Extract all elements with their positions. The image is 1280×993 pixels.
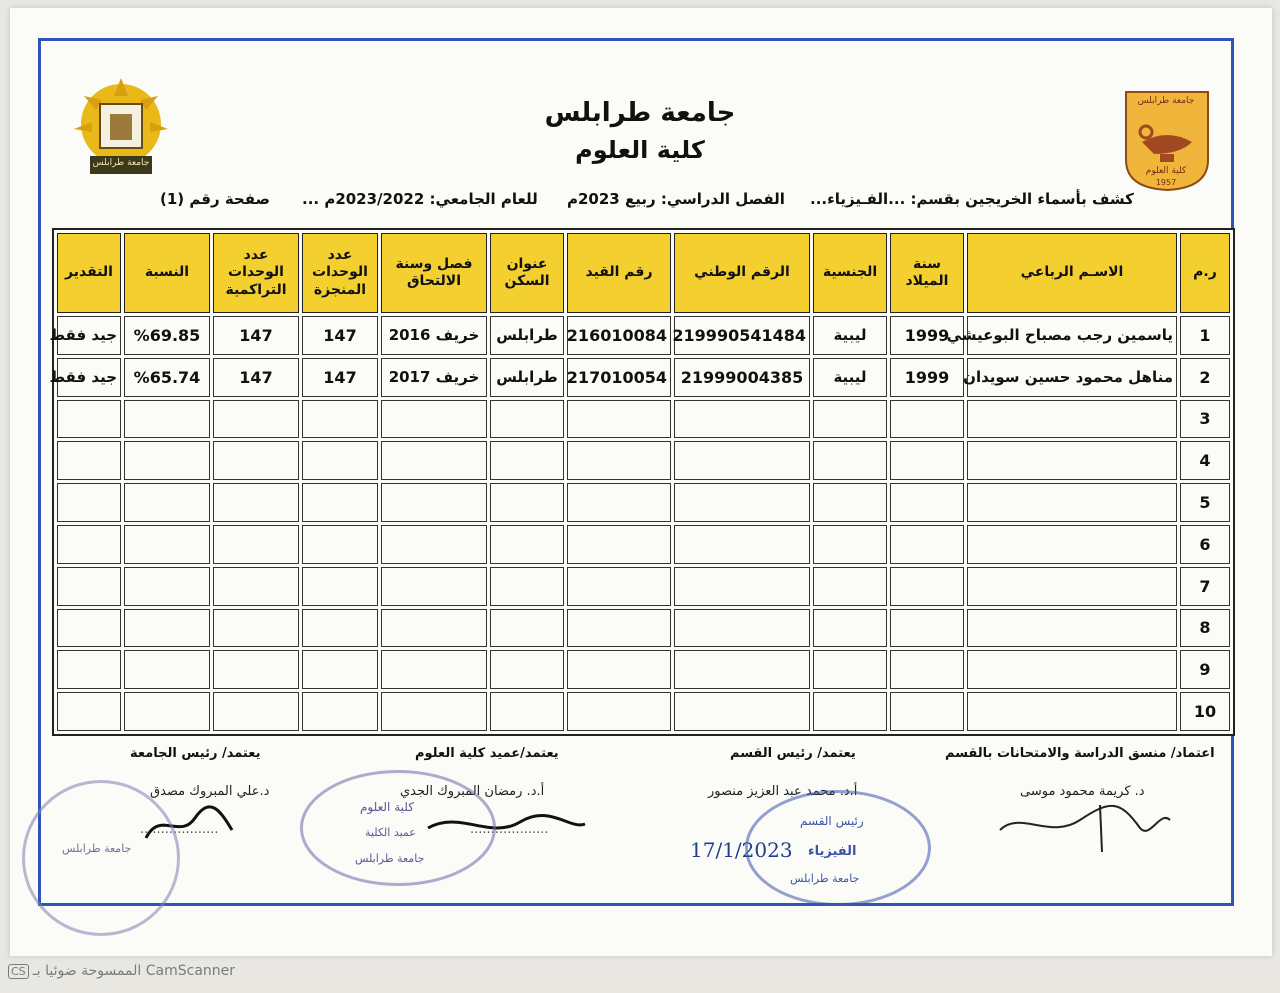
table-row [57, 525, 1230, 564]
cell-address: طرابلس [490, 316, 564, 355]
cell-index: 8 [1180, 609, 1230, 648]
right-logo-top: جامعة طرابلس [1137, 96, 1195, 106]
table-row [57, 400, 1230, 439]
cell-national-id: 21999004385 [674, 358, 810, 397]
cell-index: 3 [1180, 400, 1230, 439]
department-line: كشف بأسماء الخريجين بقسم: ...الفـيزياء... [810, 190, 1134, 208]
department-stamp-text-3: جامعة طرابلس [790, 872, 860, 885]
university-title: جامعة طرابلس [544, 98, 736, 128]
cell-index: 10 [1180, 692, 1230, 731]
department-stamp-text-2: الفيزياء [808, 844, 857, 859]
cell-index: 9 [1180, 650, 1230, 689]
table-row [57, 692, 1230, 731]
table-row [57, 483, 1230, 522]
table-row [57, 567, 1230, 606]
cell-national-id: 219990541484 [674, 316, 810, 355]
dean-signature-line: ................... [470, 822, 549, 837]
graduates-table [49, 228, 1235, 736]
col-national-id: الرقم الوطني [674, 233, 810, 313]
cell-registration-no: 217010054 [567, 358, 671, 397]
camscanner-icon: CS [8, 964, 29, 979]
president-signature-line: ................... [140, 822, 219, 837]
academic-year-line: للعام الجامعي: 2023/2022م ... [302, 190, 538, 208]
scanner-text: الممسوحة ضوئيا بـ CamScanner [32, 963, 236, 979]
faculty-title: كلية العلوم [575, 136, 705, 164]
dean-stamp-text-2: عميد الكلية [365, 826, 416, 839]
cell-index: 6 [1180, 525, 1230, 564]
col-intake: فصل وسنة الالتحاق [381, 233, 487, 313]
dean-stamp-text-3: جامعة طرابلس [355, 852, 425, 865]
cell-percent: %69.85 [124, 316, 210, 355]
university-stamp-text: جامعة طرابلس [62, 842, 132, 855]
cell-index: 2 [1180, 358, 1230, 397]
col-birth-year: سنة الميلاد [890, 233, 964, 313]
col-address: عنوان السكن [490, 233, 564, 313]
dean-title: يعتمد/عميد كلية العلوم [415, 746, 559, 761]
department-stamp-text-1: رئيس القسم [800, 814, 864, 828]
coordinator-signature-icon [990, 790, 1180, 860]
col-grade: التقدير [57, 233, 121, 313]
right-logo-bottom: كلية العلوم [1145, 166, 1187, 176]
cell-address: طرابلس [490, 358, 564, 397]
cell-units-total: 147 [213, 358, 299, 397]
cell-grade: جيد فقط [57, 316, 121, 355]
table-header-row [57, 233, 1230, 313]
cell-units-total: 147 [213, 316, 299, 355]
left-logo-caption: جامعة طرابلس [92, 158, 150, 168]
right-logo-year: 1957 [1155, 178, 1177, 187]
cell-grade: جيد فقط [57, 358, 121, 397]
cell-nationality: ليبية [813, 358, 887, 397]
table-row [57, 316, 1230, 355]
cell-name: ياسمين رجب مصباح البوعيشي [967, 316, 1177, 355]
cell-birth-year: 1999 [890, 358, 964, 397]
cell-birth-year: 1999 [890, 316, 964, 355]
cell-percent: %65.74 [124, 358, 210, 397]
cell-index: 5 [1180, 483, 1230, 522]
table-row [57, 441, 1230, 480]
col-units-done: عدد الوحدات المنجزة [302, 233, 378, 313]
cell-index: 7 [1180, 567, 1230, 606]
coordinator-title: اعتماد/ منسق الدراسة والامتحانات بالقسم [945, 746, 1215, 761]
col-registration-no: رقم القيد [567, 233, 671, 313]
cell-nationality: ليبية [813, 316, 887, 355]
scanner-watermark [8, 963, 235, 979]
table-row [57, 358, 1230, 397]
head-of-department-name: أ.د. محمد عبد العزيز منصور [708, 784, 858, 799]
col-full-name: الاسـم الرباعي [967, 233, 1177, 313]
cell-intake: خريف 2017 [381, 358, 487, 397]
cell-index: 4 [1180, 441, 1230, 480]
cell-index: 1 [1180, 316, 1230, 355]
col-index: ر.م [1180, 233, 1230, 313]
page-number: صفحة رقم (1) [160, 190, 271, 208]
semester-line: الفصل الدراسي: ربيع 2023م [567, 190, 785, 208]
dean-stamp-text-1: كلية العلوم [360, 800, 414, 814]
coordinator-name: د. كريمة محمود موسى [1020, 784, 1145, 799]
cell-units-done: 147 [302, 316, 378, 355]
cell-registration-no: 216010084 [567, 316, 671, 355]
table-row [57, 650, 1230, 689]
col-nationality: الجنسية [813, 233, 887, 313]
handwritten-date: 17/1/2023 [690, 838, 793, 862]
table-row [57, 609, 1230, 648]
col-percent: النسبة [124, 233, 210, 313]
head-of-department-title: يعتمد/ رئيس القسم [730, 746, 856, 761]
president-name: د.علي المبروك مصدق [150, 784, 270, 799]
cell-name: مناهل محمود حسين سويدان [967, 358, 1177, 397]
cell-intake: خريف 2016 [381, 316, 487, 355]
col-units-total: عدد الوحدات التراكمية [213, 233, 299, 313]
dean-name: أ.د. رمضان المبروك الجدي [400, 784, 545, 799]
cell-units-done: 147 [302, 358, 378, 397]
university-stamp [22, 780, 180, 936]
president-title: يعتمد/ رئيس الجامعة [130, 746, 261, 761]
